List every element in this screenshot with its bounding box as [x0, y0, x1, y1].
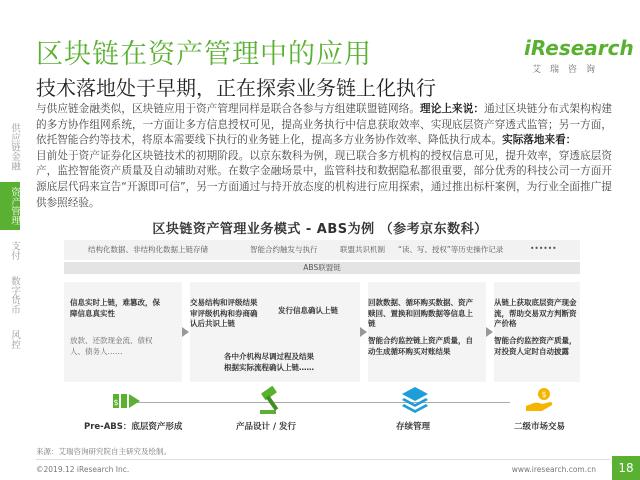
body-paragraph: 与供应链金融类似，区块链应用于资产管理同样是联合各参与方组建联盟链网络。理论上来说：通过区块链分布式架构构建的多方协作组网系统，一方面让多方信息授权可见，提高业务执行中信息获取效率、实现底层资产穿透式监管；另一方面，依托智能合约等技术，将原本需要线下执行的业务链上化，提高多方业务协作效率、降低执行成本。实际落地来看： 目前处于资产证券化区块链技术的初期阶段。以京东数科为例，现已联合多方机构的授权信息可见，提升效率，穿透底层资产，监控智能资产质量及自动辅助对账。在数字金融场景中，监管科技和数据隐私都很重要，部分优秀的科技公司一方面开源底层代码来宣告“开源即可信”，另一方面通过与持开放态度的机构进行应用探索，通过推出标杆案例，为行业全面推广提供参照经验。 [36, 103, 613, 209]
arrow-right-icon [360, 327, 367, 337]
band-item: 结构化数据、非结构化数据上链存储 [88, 245, 208, 254]
iresearch-logo [524, 36, 634, 76]
lane-text: 放款、还款现金流、债权人、债务人…… [70, 336, 153, 356]
lane-text: 各中介机构尽调过程及结果根据实际流程确认上链…… [224, 352, 314, 372]
hand-coin-icon [524, 386, 556, 418]
lane-text: 发行信息确认上链 [278, 306, 338, 315]
source-note: 来源：艾瑞咨询研究院自主研究及绘制。 [36, 447, 171, 456]
page-title: 区块链在资产管理中的应用 [36, 39, 372, 70]
website-link[interactable]: www.iresearch.com.cn [511, 465, 596, 474]
copyright: ©2019.12 iResearch Inc. [36, 465, 130, 474]
lane-text: 回款数据、循环购买数据、资产赎回、置换和回购数据等信息上链 [368, 298, 473, 328]
lane-duration-management [368, 282, 486, 382]
logo-wordmark: iResearch [524, 36, 634, 60]
svg-text:$: $ [541, 390, 547, 399]
diagram-title: 区块链资产管理业务模式 - ABS为例 （参考京东数科） [152, 222, 488, 237]
stage-label-duration-management: 存续管理 [396, 422, 431, 432]
stage-label-product-design: 产品设计 / 发行 [236, 422, 297, 432]
logo-subtitle: 艾瑞咨询 [532, 65, 605, 75]
section-sidebar [0, 118, 20, 360]
lane-product-design [190, 282, 360, 382]
stage-label-pre-abs: Pre-ABS：底层资产形成 [84, 422, 183, 432]
lane-text: 智能合约监控链上资产质量，自动生成循环购买对账结果 [368, 336, 473, 356]
footer [36, 465, 596, 474]
sidebar-item-risk-control[interactable]: 风控 [9, 329, 20, 349]
lane-pre-abs [64, 282, 182, 382]
abs-consortium-chain-band: ABS联盟链 [64, 262, 580, 274]
sidebar-item-payment[interactable]: 支付 [9, 240, 20, 260]
sidebar-item-digital-currency[interactable]: 数字货币 [9, 275, 20, 314]
stage-label-secondary-market: 二级市场交易 [514, 422, 566, 432]
arrow-right-icon [182, 327, 189, 337]
lane-secondary-market [494, 282, 580, 382]
lane-text: 从链上获取底层资产现金流，帮助交易双方判断资产价格 [494, 298, 577, 328]
page-number: 18 [612, 456, 640, 480]
coin-flow-icon [112, 388, 142, 418]
lane-text: 交易结构和评级结果审评级机构和券商确认后共识上链 [190, 298, 258, 328]
svg-text:$: $ [113, 398, 119, 407]
sidebar-item-asset-management[interactable]: 资产管理 [0, 182, 20, 230]
layers-icon [400, 385, 430, 419]
band-item: 联盟共识机制 [340, 245, 385, 254]
band-item: “读、写、授权”等历史操作记录 [398, 245, 504, 254]
sidebar-item-supply-chain-finance[interactable]: 供应链金融 [9, 123, 20, 171]
capability-band [64, 240, 580, 260]
gavel-icon [258, 385, 288, 419]
band-item: 智能合约触发与执行 [250, 245, 318, 254]
lane-text: 智能合约监控资产质量，对投资人定时自动披露 [494, 336, 577, 356]
lane-text: 信息实时上链，难篡改，保障信息真实性 [70, 298, 160, 318]
flow-line [130, 402, 510, 403]
footer-divider [36, 459, 610, 460]
page-subtitle: 技术落地处于早期，正在探索业务链上化执行 [36, 76, 436, 100]
arrow-right-icon [486, 327, 493, 337]
band-dots: •••••• [530, 244, 557, 253]
